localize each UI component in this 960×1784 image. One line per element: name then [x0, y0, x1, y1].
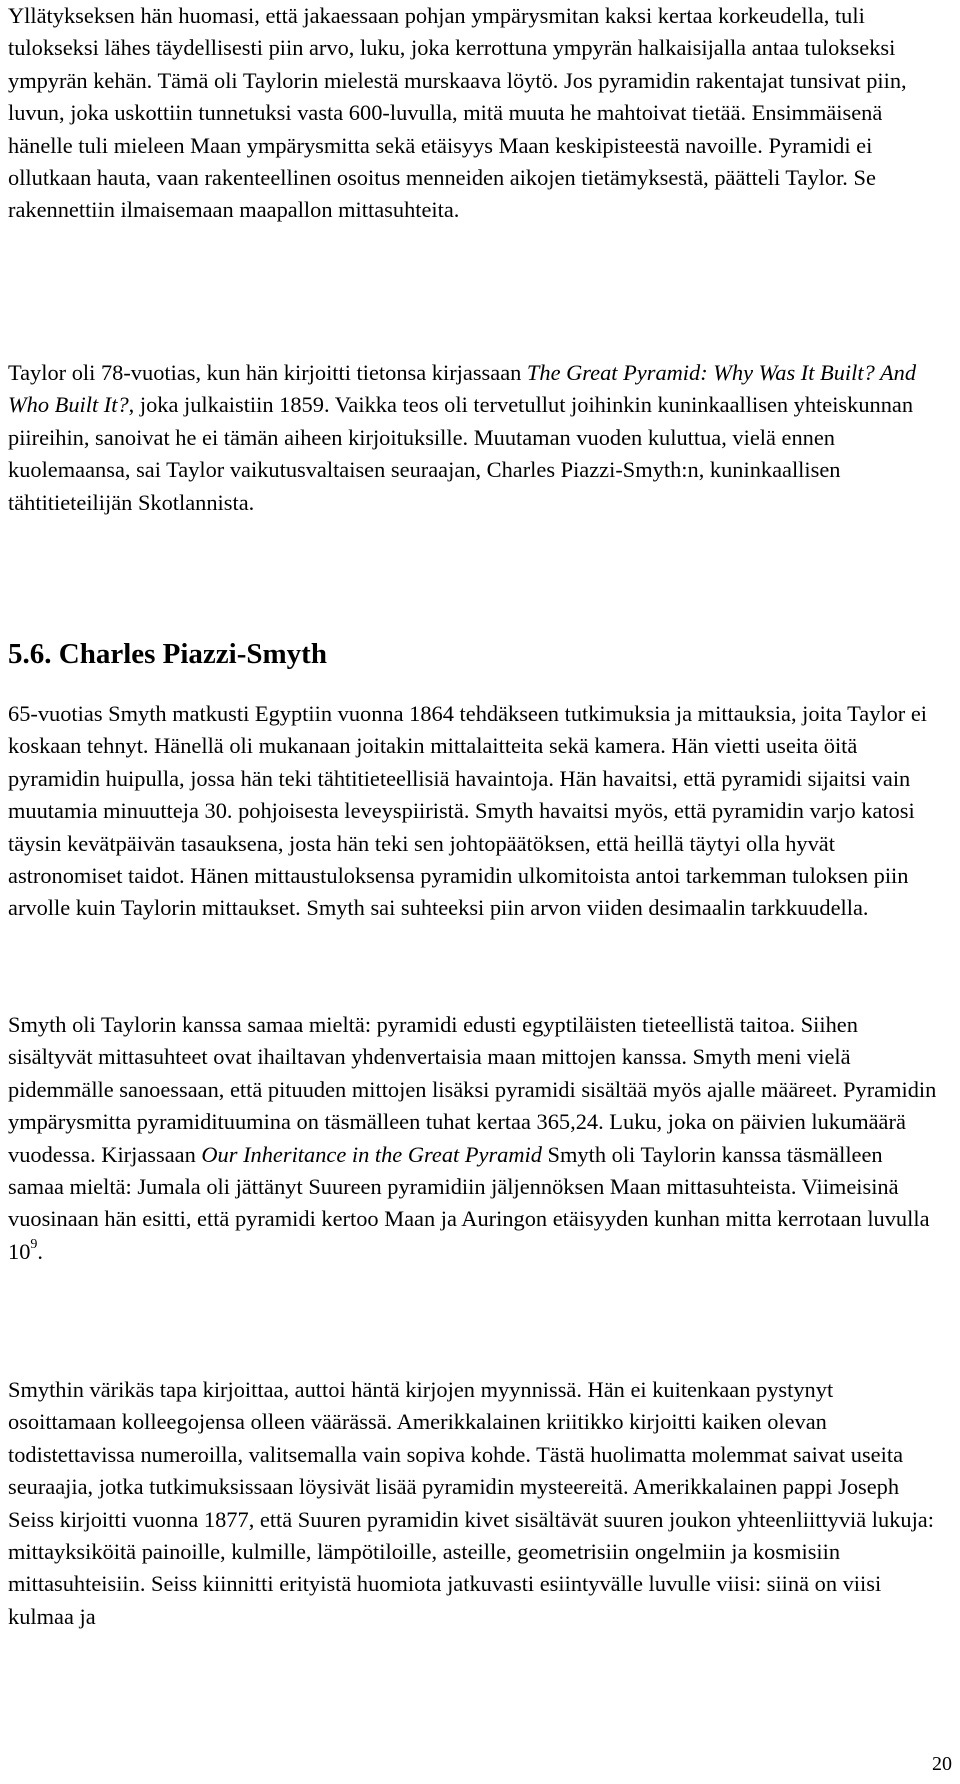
body-paragraph: Yllätykseksen hän huomasi, että jakaessaan pohjan ympärysmitan kaksi kertaa korkeudella, tuli tulokseksi lähes täydellisesti piin arvo, luku, joka kerrottuna ympyrän halkaisijalla antaa tulokseksi ympyrän kehän. Tämä oli Taylorin mielestä murskaava löytö. Jos pyramidin rakentajat tunsivat piin, luvun, joka uskottiin tunnetuksi vasta 600-luvulla, mitä muuta he mahtoivat tietää. Ensimmäisenä hänelle tuli mieleen Maan ympärysmitta sekä etäisyys Maan keskipisteestä navoille. Pyramidi ei ollutkaan hauta, vaan rakenteellinen osoitus menneiden aikojen tietämyksestä, päätteli Taylor. Se rakennettiin ilmaisemaan maapallon mittasuhteita.: [8, 3, 907, 223]
body-paragraph: [8, 357, 938, 519]
page-number: 20: [932, 1753, 952, 1775]
body-paragraph: 65-vuotias Smyth matkusti Egyptiin vuonna 1864 tehdäkseen tutkimuksia ja mittauksia, joita Taylor ei koskaan tehnyt. Hänellä oli mukanaan joitakin mittalaitteita sekä kamera. Hän vietti useita öitä pyramidin huipulla, jossa hän teki tähtitieteellisiä havaintoja. Hän havaitsi, että pyramidi sijaitsi vain muutamia minuutteja 30. pohjoisesta leveyspiiristä. Smyth havaitsi myös, että pyramidin varjo katosi täysin kevätpäivän tasauksena, josta hän teki sen johtopäätöksen, että heillä täytyi olla hyvät astronomiset taidot. Hänen mittaustuloksensa pyramidin ulkomitoista antoi tarkemman tuloksen piin arvolle kuin Taylorin mittaukset. Smyth sai suhteeksi piin arvon viiden desimaalin tarkkuudella.: [8, 701, 928, 921]
body-paragraph: [8, 1009, 938, 1268]
section-heading: 5.6. Charles Piazzi-Smyth: [8, 638, 327, 670]
book-title: The Great Pyramid: Why Was It Built? And Who Built It?: [8, 360, 917, 418]
book-title: Our Inheritance in the Great Pyramid: [201, 1141, 542, 1167]
paragraph-text: Smyth oli Taylorin kanssa samaa mieltä: pyramidi edusti egyptiläisten tieteellistä taitoa. Siihen sisältyvät mittasuhteet ovat ihailtavan yhdenvertaisia maan mittojen kanssa. Smyth meni vielä pidemmälle sanoessaan, että pituuden mittojen lisäksi pyramidi sisältää myös ajalle määreet. Pyramidin ympärysmitta pyramidituumina on täsmälleen tuhat kertaa 365,24. Luku, joka on päivien lukumäärä vuodessa. Kirjassaan: [8, 1012, 937, 1167]
paragraph-text: .: [37, 1238, 43, 1264]
exponent: 9: [30, 1237, 38, 1253]
paragraph-text: , joka julkaistiin 1859. Vaikka teos oli tervetullut joihinkin kuninkaallisen yhteiskunnan piireihin, sanoivat he ei tämän aiheen kirjoituksille. Muutaman vuoden kuluttua, vielä ennen kuolemaansa, sai Taylor vaikutusvaltaisen seuraajan, Charles Piazzi-Smyth:n, kuninkaallisen tähtitieteilijän Skotlannista.: [8, 392, 914, 515]
paragraph-text: Taylor oli 78-vuotias, kun hän kirjoitti tietonsa kirjassaan: [8, 360, 527, 385]
paragraph-text: Smyth oli Taylorin kanssa täsmälleen samaa mieltä: Jumala oli jättänyt Suureen pyramidiin jäljennöksen Maan mittasuhteista. Viimeisinä vuosinaan hän esitti, että pyramidi kertoo Maan ja Auringon etäisyyden kunhan mitta kerrotaan luvulla 10: [8, 1141, 930, 1264]
body-paragraph: Smythin värikäs tapa kirjoittaa, auttoi häntä kirjojen myynnissä. Hän ei kuitenkaan pystynyt osoittamaan kolleegojensa olleen väärässä. Amerikkalainen kriitikko kirjoitti kaiken olevan todistettavissa numeroilla, valitsemalla vain sopiva kohde. Tästä huolimatta molemmat saivat useita seuraajia, jotka tutkimuksissaan löysivät lisää pyramidin mysteereitä. Amerikkalainen pappi Joseph Seiss kirjoitti vuonna 1877, että Suuren pyramidin kivet sisältävät suuren joukon yhteenliittyviä lukuja: mittayksiköitä painoille, kulmille, lämpötiloille, asteille, geometrisiin ongelmiin ja kosmisiin mittasuhteisiin. Seiss kiinnitti erityistä huomiota jatkuvasti esiintyvälle luvulle viisi: siinä on viisi kulmaa ja: [8, 1377, 934, 1629]
